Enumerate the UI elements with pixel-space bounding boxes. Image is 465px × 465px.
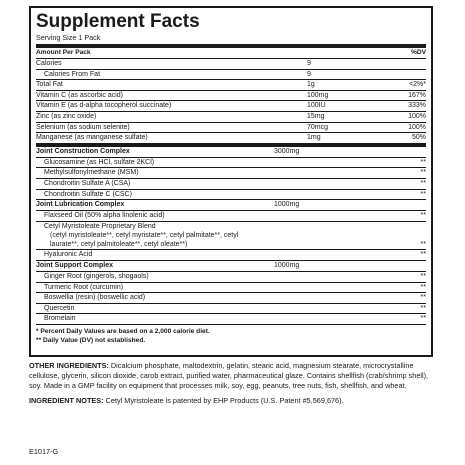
complex-amount: 1000mg (274, 201, 300, 209)
ingredient-notes (29, 396, 435, 406)
panel-title: Supplement Facts (36, 11, 200, 32)
footnotes (36, 325, 426, 345)
other-ingredients-text: Dicalcium phosphate, maltodextrin, gelatin, stearic acid, magnesium stearate, microcrystalline cellulose, glycerin, silicon dioxide, carob extract, purified water, pharmaceutical glaze. Contains shellfish (crab/shrimp shell), soy. Made in a GMP facility on equipment that processes milk, soy, egg, peanuts, tree nuts, fish, shellfish, and wheat. (29, 361, 429, 391)
complex-sections (36, 147, 426, 325)
nutrient-row (36, 133, 426, 147)
complex-header (36, 200, 426, 211)
nutrient-amount: 9 (307, 70, 311, 78)
complex-ingredient-row (36, 168, 426, 179)
label-notes (29, 361, 435, 406)
complex-ingredient-row (36, 304, 426, 315)
ingredient-dv: ** (420, 283, 426, 291)
ingredient-dv: ** (420, 158, 426, 166)
nutrient-dv: 333% (408, 102, 426, 110)
nutrient-amount: 1mg (307, 134, 321, 142)
complex-ingredient-row (36, 250, 426, 261)
complex-ingredient-row (36, 179, 426, 190)
complex-header (36, 147, 426, 158)
ingredient-label: Bromelain (44, 315, 76, 323)
ingredient-label: Ginger Root (gingerols, shogaols) (44, 272, 149, 280)
ingredient-dv: ** (420, 179, 426, 187)
ingredient-label: Quercetin (44, 304, 75, 312)
amount-header: Amount Per Pack (36, 49, 91, 56)
complex-ingredient-row (36, 190, 426, 201)
ingredient-notes-text: Cetyl Myristoleate is patented by EHP Products (U.S. Patent #5,569,676). (105, 395, 344, 405)
nutrient-row (36, 112, 426, 123)
ingredient-dv: ** (420, 251, 426, 259)
ingredient-label: Flaxseed Oil (50% alpha linolenic acid) (44, 212, 165, 220)
nutrient-rows (36, 59, 426, 147)
nutrient-row (36, 80, 426, 91)
complex-ingredient-row (36, 314, 426, 325)
nutrient-label: Zinc (as zinc oxide) (36, 112, 97, 120)
ingredient-dv: ** (420, 272, 426, 280)
ingredient-dv: ** (420, 212, 426, 220)
nutrient-amount: 100IU (307, 102, 326, 110)
nutrient-label: Manganese (as manganese sulfate) (36, 134, 148, 142)
complex-ingredient-row (36, 211, 426, 222)
nutrient-label: Selenium (as sodium selenite) (36, 123, 130, 131)
ingredient-notes-key: INGREDIENT NOTES: (29, 395, 104, 405)
complex-header (36, 261, 426, 272)
other-ingredients (29, 361, 435, 392)
ingredient-dv: ** (420, 315, 426, 323)
ingredient-label: Turmeric Root (curcumin) (44, 283, 124, 291)
nutrient-row (36, 91, 426, 102)
complex-name: Joint Lubrication Complex (36, 201, 125, 209)
nutrient-label: Vitamin E (as d-alpha tocopherol succinate) (36, 102, 172, 110)
ingredient-label: Boswellia (resin) (boswellic acid) (44, 294, 146, 302)
ingredient-label: Glucosamine (as HCl, sulfate 2KCl) (44, 158, 155, 166)
ingredient-label: Chondroitin Sulfate A (CSA) (44, 179, 131, 187)
dv-header: %DV (410, 49, 426, 56)
complex-name: Joint Construction Complex (36, 147, 130, 155)
ingredient-label: Hyaluronic Acid (44, 251, 93, 259)
nutrient-dv: <2%* (409, 81, 426, 89)
complex-ingredient-row (36, 283, 426, 294)
blend-label: Cetyl Myristoleate Proprietary Blend (44, 222, 156, 230)
blend-ingredients: (cetyl myristoleate**, cetyl myristate**, cetyl palmitate**, cetyl laurate**, cetyl palmitoleate**, cetyl oleate**) (50, 231, 239, 249)
nutrient-dv: 100% (408, 123, 426, 131)
nutrient-dv: 167% (408, 91, 426, 99)
complex-amount: 1000mg (274, 261, 300, 269)
ingredient-label: Chondroitin Sulfate C (CSC) (44, 190, 132, 198)
nutrient-amount: 9 (307, 60, 311, 67)
ingredient-dv: ** (420, 169, 426, 177)
other-ingredients-key: OTHER INGREDIENTS: (29, 361, 109, 370)
nutrient-amount: 15mg (307, 112, 325, 120)
serving-size: Serving Size 1 Pack (36, 33, 426, 48)
supplement-facts-panel (29, 6, 433, 357)
nutrient-row (36, 101, 426, 112)
nutrient-label: Calories (36, 60, 62, 67)
blend-dv: ** (420, 241, 426, 249)
nutrient-label: Calories From Fat (44, 70, 101, 78)
nutrient-row (36, 59, 426, 70)
nutrient-amount: 1g (307, 81, 315, 89)
ingredient-dv: ** (420, 304, 426, 312)
proprietary-blend-row (36, 222, 426, 251)
nutrient-row (36, 70, 426, 81)
footnote-dv: * Percent Daily Values are based on a 2,000 calorie diet. (36, 327, 210, 335)
complex-ingredient-row (36, 293, 426, 304)
ingredient-dv: ** (420, 294, 426, 302)
nutrient-row (36, 123, 426, 134)
ingredient-dv: ** (420, 190, 426, 198)
complex-ingredient-row (36, 272, 426, 283)
nutrient-amount: 100mg (307, 91, 329, 99)
footnote-dv-not-established: ** Daily Value (DV) not established. (36, 336, 146, 344)
nutrient-amount: 70mcg (307, 123, 329, 131)
nutrient-label: Total Fat (36, 81, 63, 89)
complex-amount: 3000mg (274, 147, 300, 155)
ingredient-label: Methylsulfonylmethane (MSM) (44, 169, 139, 177)
column-header (36, 48, 426, 59)
nutrient-label: Vitamin C (as ascorbic acid) (36, 91, 124, 99)
nutrient-dv: 100% (408, 112, 426, 120)
nutrient-dv: 50% (411, 134, 426, 142)
complex-ingredient-row (36, 158, 426, 169)
complex-name: Joint Support Complex (36, 261, 113, 269)
product-code: E1017-G (29, 447, 59, 456)
